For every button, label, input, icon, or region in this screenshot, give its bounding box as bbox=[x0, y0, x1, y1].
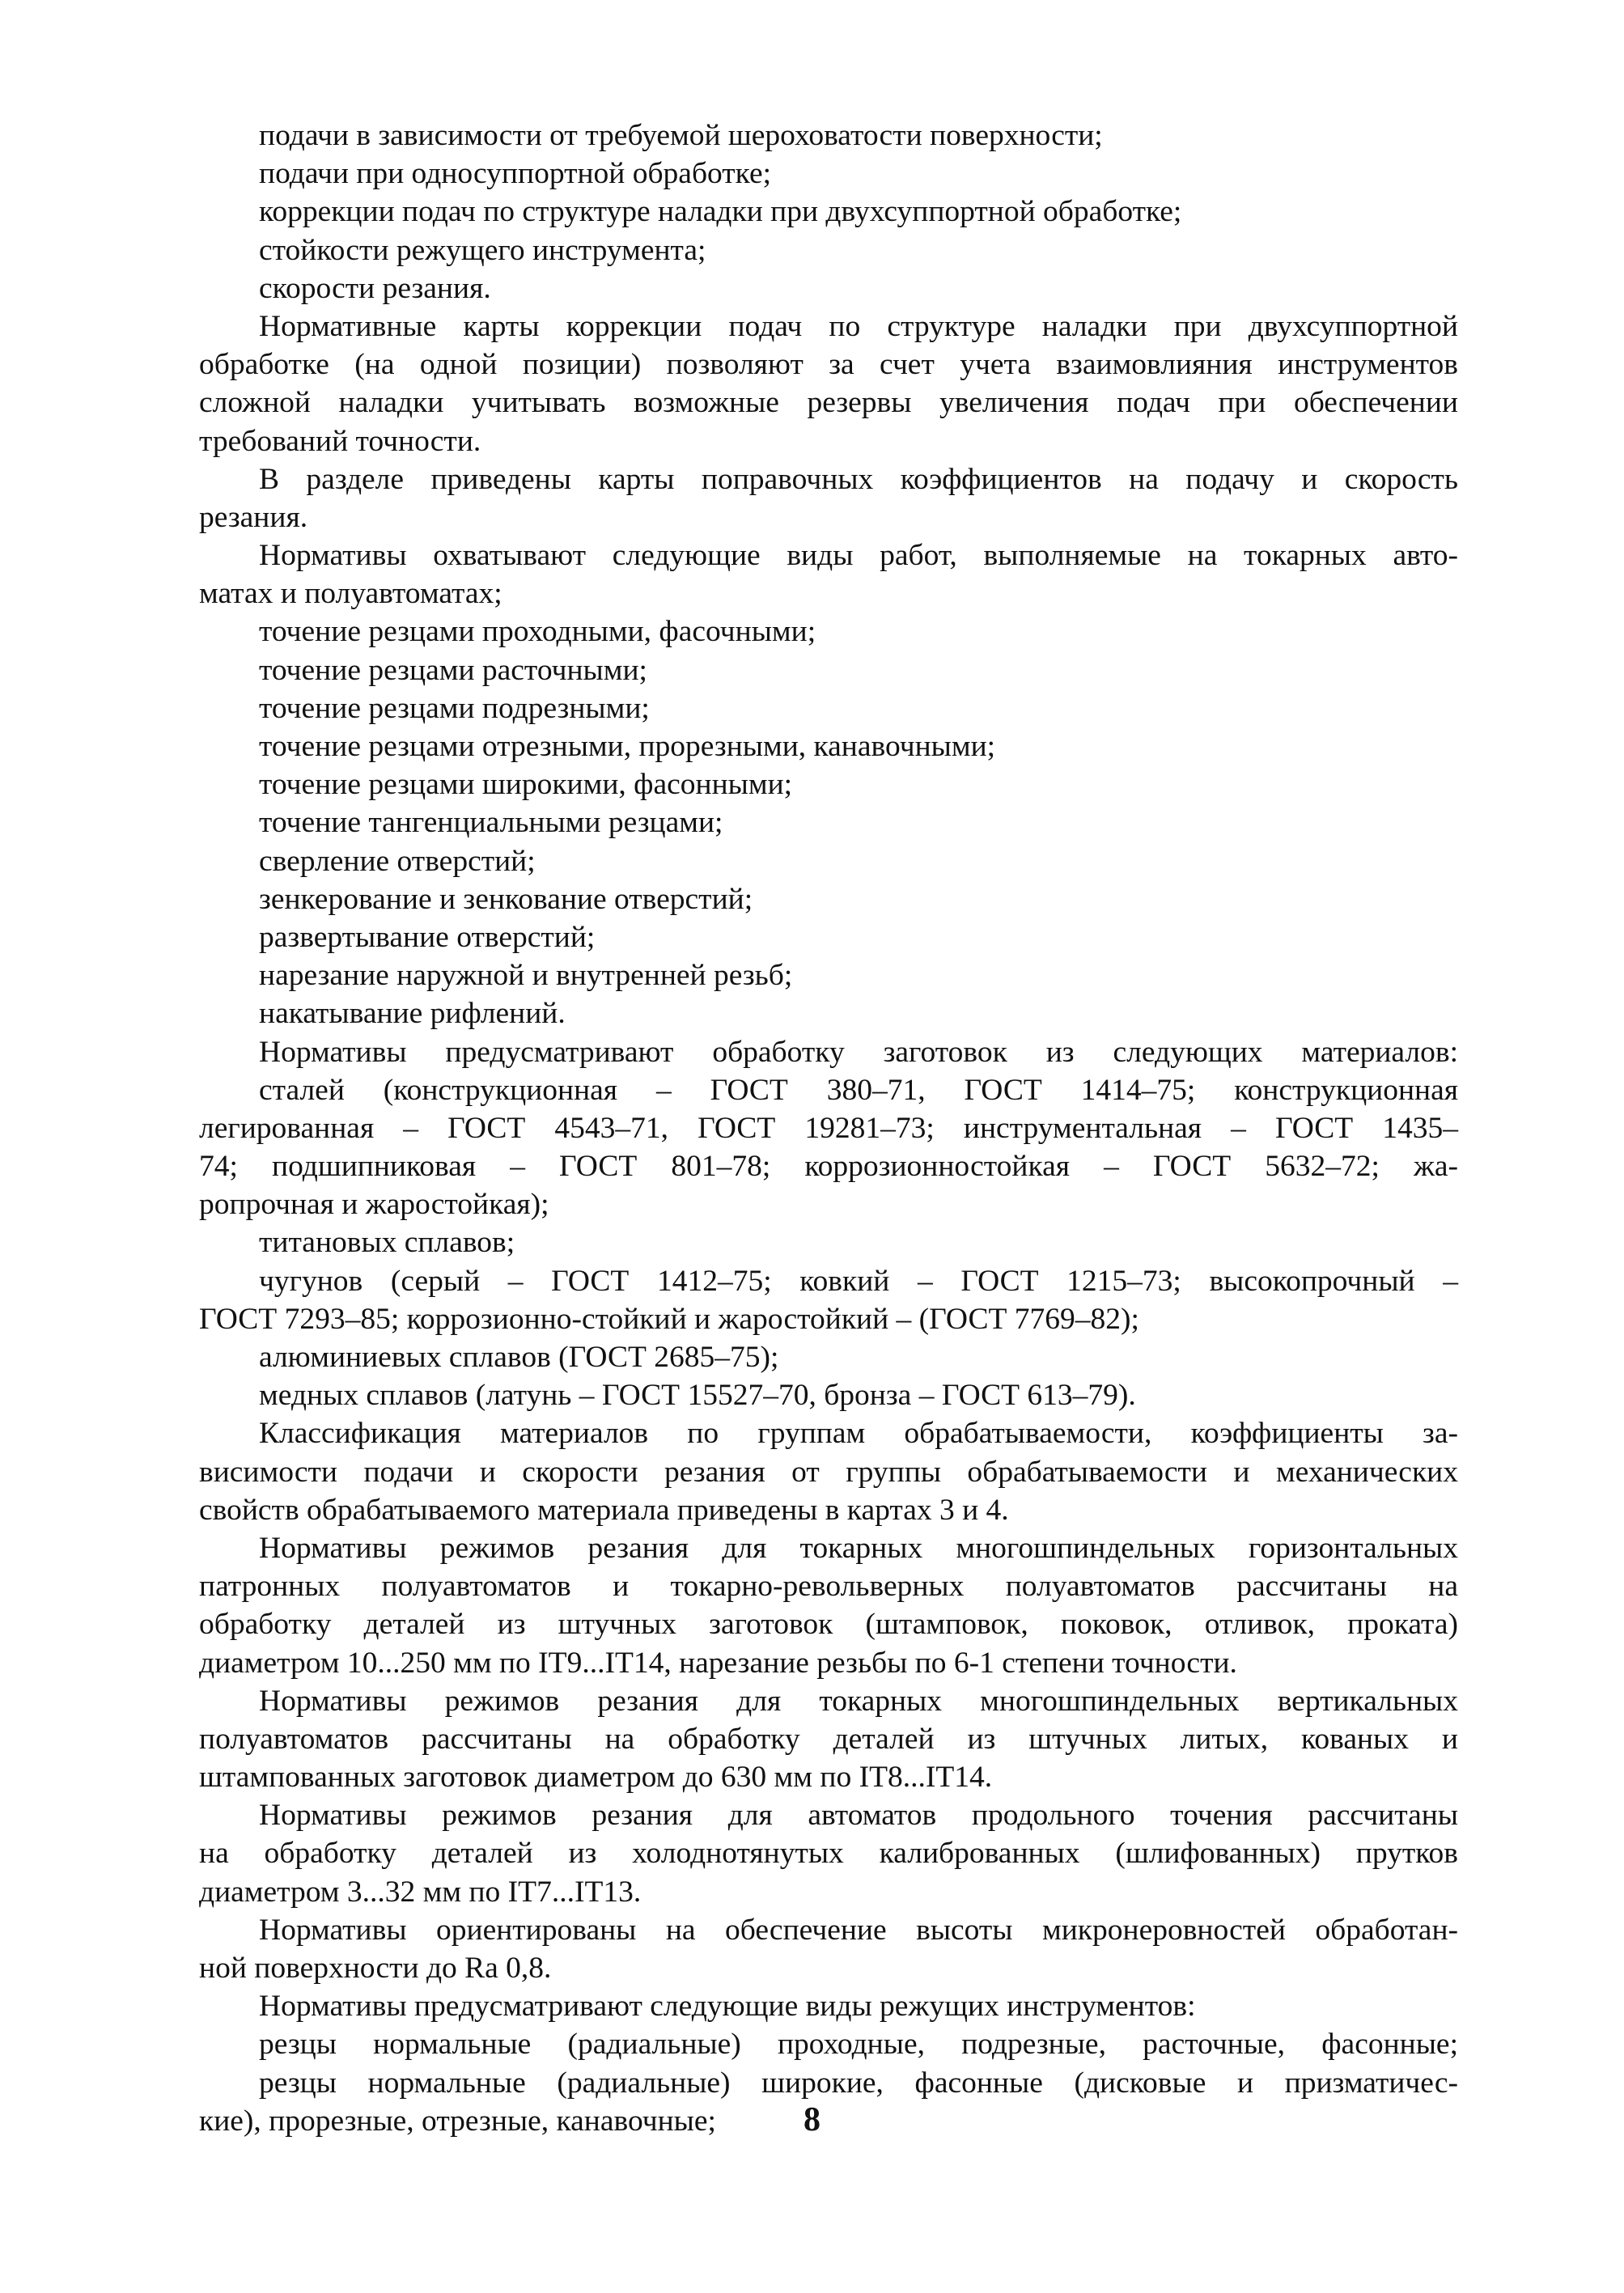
text-line: титановых сплавов; bbox=[259, 1226, 515, 1260]
text-line: точение резцами отрезными, прорезными, канавочными; bbox=[259, 730, 996, 763]
text-line: обработку деталей из штучных заготовок (штамповок, поковок, отливок, проката) bbox=[199, 1608, 1458, 1642]
text-line: алюминиевых сплавов (ГОСТ 2685–75); bbox=[259, 1341, 779, 1374]
text-line: нарезание наружной и внутренней резьб; bbox=[259, 959, 793, 993]
text-line: медных сплавов (латунь – ГОСТ 15527–70, бронза – ГОСТ 613–79). bbox=[259, 1379, 1136, 1413]
text-line: свойств обрабатываемого материала приведены в картах 3 и 4. bbox=[199, 1493, 1009, 1527]
text-line: полуавтоматов рассчитаны на обработку деталей из штучных литых, кованых и bbox=[199, 1722, 1458, 1756]
text-line: требований точности. bbox=[199, 424, 481, 458]
text-line: обработке (на одной позиции) позволяют за счет учета взаимовлияния инструментов bbox=[199, 348, 1458, 382]
text-line: Нормативы режимов резания для автоматов продольного точения рассчитаны bbox=[259, 1799, 1458, 1833]
text-line: ГОСТ 7293–85; коррозионно-стойкий и жаростойкий – (ГОСТ 7769–82); bbox=[199, 1302, 1139, 1336]
text-line: точение резцами подрезными; bbox=[259, 691, 650, 725]
text-line: Нормативные карты коррекции подач по структуре наладки при двухсуппортной bbox=[259, 309, 1458, 343]
text-line: В разделе приведены карты поправочных коэффициентов на подачу и скорость bbox=[259, 462, 1458, 496]
text-line: легированная – ГОСТ 4543–71, ГОСТ 19281–73; инструментальная – ГОСТ 1435– bbox=[199, 1111, 1458, 1145]
text-line: патронных полуавтоматов и токарно-револьверных полуавтоматов рассчитаны на bbox=[199, 1570, 1458, 1604]
text-line: матах и полуавтоматах; bbox=[199, 577, 502, 611]
text-line: сталей (конструкционная – ГОСТ 380–71, ГОСТ 1414–75; конструкционная bbox=[259, 1073, 1458, 1107]
text-line: коррекции подач по структуре наладки при двухсуппортной обработке; bbox=[259, 195, 1182, 229]
text-line: подачи в зависимости от требуемой шероховатости поверхности; bbox=[259, 119, 1103, 152]
text-line: сверление отверстий; bbox=[259, 844, 536, 878]
text-line: точение тангенциальными резцами; bbox=[259, 806, 723, 840]
text-line: диаметром 3...32 мм по IT7...IT13. bbox=[199, 1875, 642, 1909]
text-line: накатывание рифлений. bbox=[259, 997, 566, 1031]
text-line: висимости подачи и скорости резания от группы обрабатываемости и механических bbox=[199, 1455, 1458, 1489]
text-line: 74; подшипниковая – ГОСТ 801–78; коррозионностойкая – ГОСТ 5632–72; жа- bbox=[199, 1150, 1458, 1184]
text-line: ропрочная и жаростойкая); bbox=[199, 1188, 549, 1222]
text-line: точение резцами расточными; bbox=[259, 653, 647, 687]
text-line: сложной наладки учитывать возможные резервы увеличения подач при обеспечении bbox=[199, 386, 1458, 420]
text-line: точение резцами широкими, фасонными; bbox=[259, 768, 793, 802]
text-line: Нормативы режимов резания для токарных многошпиндельных горизонтальных bbox=[259, 1531, 1458, 1565]
text-line: резцы нормальные (радиальные) широкие, фасонные (дисковые и призматичес- bbox=[259, 2066, 1458, 2100]
text-line: зенкерование и зенкование отверстий; bbox=[259, 882, 753, 916]
text-line: Нормативы режимов резания для токарных многошпиндельных вертикальных bbox=[259, 1684, 1458, 1718]
text-line: подачи при односуппортной обработке; bbox=[259, 157, 772, 191]
text-line: ной поверхности до Ra 0,8. bbox=[199, 1952, 552, 1985]
text-line: Нормативы ориентированы на обеспечение высоты микронеровностей обработан- bbox=[259, 1913, 1458, 1947]
text-line: Нормативы охватывают следующие виды работ, выполняемые на токарных авто- bbox=[259, 539, 1458, 573]
page-number: 8 bbox=[804, 2101, 820, 2138]
text-line: диаметром 10...250 мм по IT9...IT14, нарезание резьбы по 6-1 степени точности. bbox=[199, 1646, 1237, 1680]
text-line: на обработку деталей из холоднотянутых калиброванных (шлифованных) прутков bbox=[199, 1837, 1458, 1871]
text-line: Нормативы предусматривают обработку заготовок из следующих материалов: bbox=[259, 1035, 1458, 1069]
text-line: Нормативы предусматривают следующие виды режущих инструментов: bbox=[259, 1990, 1196, 2024]
text-line: штампованных заготовок диаметром до 630 мм по IT8...IT14. bbox=[199, 1761, 993, 1795]
text-line: развертывание отверстий; bbox=[259, 920, 596, 954]
text-line: скорости резания. bbox=[259, 271, 491, 305]
text-line: резцы нормальные (радиальные) проходные, подрезные, расточные, фасонные; bbox=[259, 2028, 1458, 2062]
text-line: стойкости режущего инструмента; bbox=[259, 233, 706, 267]
body-text bbox=[199, 117, 1458, 2140]
text-line: чугунов (серый – ГОСТ 1412–75; ковкий – ГОСТ 1215–73; высокопрочный – bbox=[259, 1264, 1458, 1298]
text-line: точение резцами проходными, фасочными; bbox=[259, 615, 816, 649]
text-line: Классификация материалов по группам обрабатываемости, коэффициенты за- bbox=[259, 1417, 1458, 1451]
text-line: кие), прорезные, отрезные, канавочные; bbox=[199, 2104, 716, 2138]
text-line: резания. bbox=[199, 500, 308, 534]
